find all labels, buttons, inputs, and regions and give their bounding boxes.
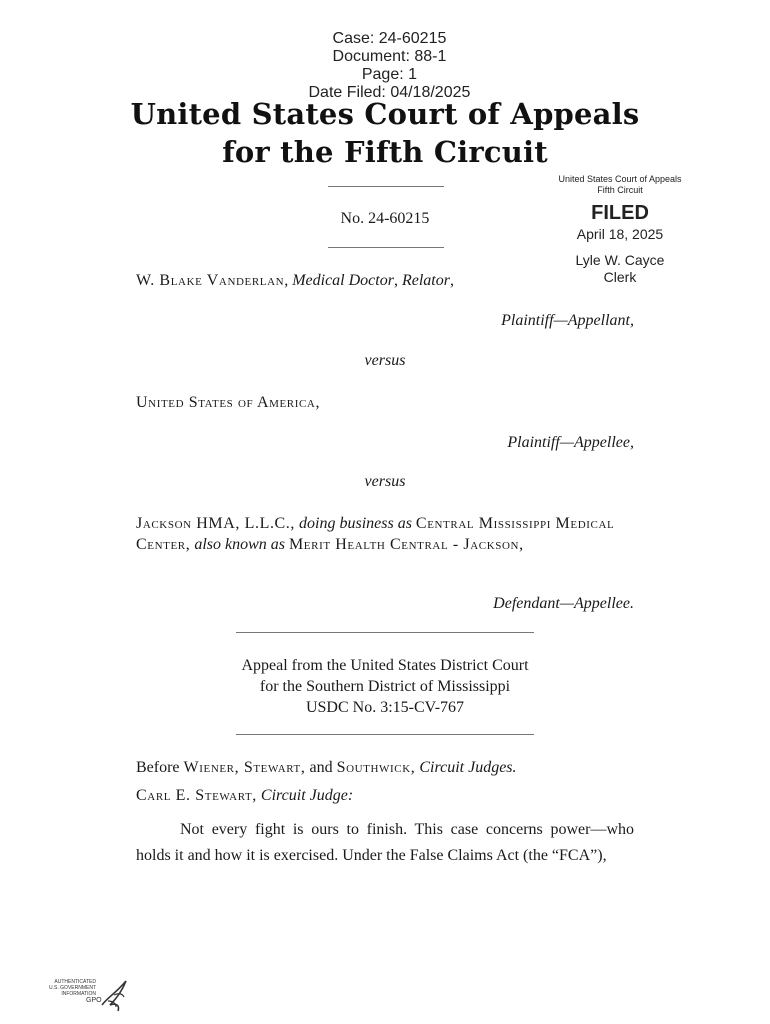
versus-2: versus: [364, 473, 406, 490]
stamp-circuit: Fifth Circuit: [597, 185, 643, 195]
relator-role: Relator: [401, 272, 450, 289]
aka-label: also known as: [194, 536, 285, 553]
gpo-seal-text: AUTHENTICATED U.S. GOVERNMENT INFORMATION: [49, 979, 96, 997]
party-role-defendant: Defendant—Appellee.: [493, 595, 634, 612]
divider: [236, 734, 534, 735]
stamp-clerk-title: Clerk: [603, 269, 637, 285]
document-header: [0, 12, 770, 102]
panel-before: Before: [136, 759, 180, 776]
panel-judges: Wiener, Stewart,: [183, 759, 306, 776]
stamp-date: April 18, 2025: [576, 226, 664, 242]
panel-title: Circuit Judges.: [419, 759, 517, 776]
usa-party: United States of America,: [136, 394, 321, 411]
party-role-appellee: Plaintiff—Appellee,: [507, 434, 634, 451]
author-line: [136, 785, 636, 806]
document-number: Document: 88-1: [332, 48, 447, 65]
versus-1: versus: [364, 352, 406, 369]
docket-number: No. 24-60215: [340, 210, 430, 227]
appeal-origin: [136, 655, 634, 718]
appeal-line3: USDC No. 3:15-CV-767: [305, 699, 465, 716]
defendant-aka: Merit Health Central - Jackson,: [288, 536, 524, 553]
panel-line: [136, 757, 636, 778]
appeal-line1: Appeal from the United States District Court: [241, 657, 529, 674]
stamp-filed: FILED: [591, 202, 649, 224]
eagle-icon: [94, 975, 134, 1015]
appeal-line2: for the Southern District of Mississippi: [259, 678, 511, 695]
party-role-appellant: Plaintiff—Appellant,: [501, 312, 634, 329]
panel-and: and: [309, 759, 333, 776]
date-filed: Date Filed: 04/18/2025: [308, 84, 471, 101]
divider: [236, 632, 534, 633]
author-name: Carl E. Stewart,: [136, 787, 257, 804]
defendant-dba: Central Mississippi Medical Center,: [136, 515, 615, 553]
gpo-seal: [44, 975, 134, 1019]
divider: [328, 247, 444, 248]
court-title-line1: United States Court of Appeals: [130, 97, 640, 131]
court-title-line2: for the Fifth Circuit: [222, 135, 548, 169]
relator-line: W. Blake Vanderlan, Medical Doctor, Relator,: [136, 272, 454, 289]
defendant-name: Jackson HMA, L.L.C.,: [136, 515, 296, 532]
case-number: Case: 24-60215: [332, 30, 447, 47]
divider: [328, 186, 444, 187]
gpo-seal-mark: GPO: [86, 997, 102, 1004]
page-number: Page: 1: [361, 66, 418, 83]
stamp-court: United States Court of Appeals: [558, 174, 682, 184]
relator-desc: Medical Doctor: [292, 272, 394, 289]
stamp-clerk-name: Lyle W. Cayce: [575, 252, 665, 268]
opinion-opening: Not every fight is ours to finish. This case concerns power—who holds it and how it is exercised. Under the False Claims Act (the “FCA”),: [136, 821, 634, 864]
panel-judge3: Southwick,: [336, 759, 416, 776]
author-title: Circuit Judge:: [260, 787, 354, 804]
relator-name: W. Blake Vanderlan: [136, 272, 285, 289]
court-title: [0, 95, 770, 171]
dba-label: doing business as: [299, 515, 412, 532]
defendant-block: [136, 513, 636, 555]
